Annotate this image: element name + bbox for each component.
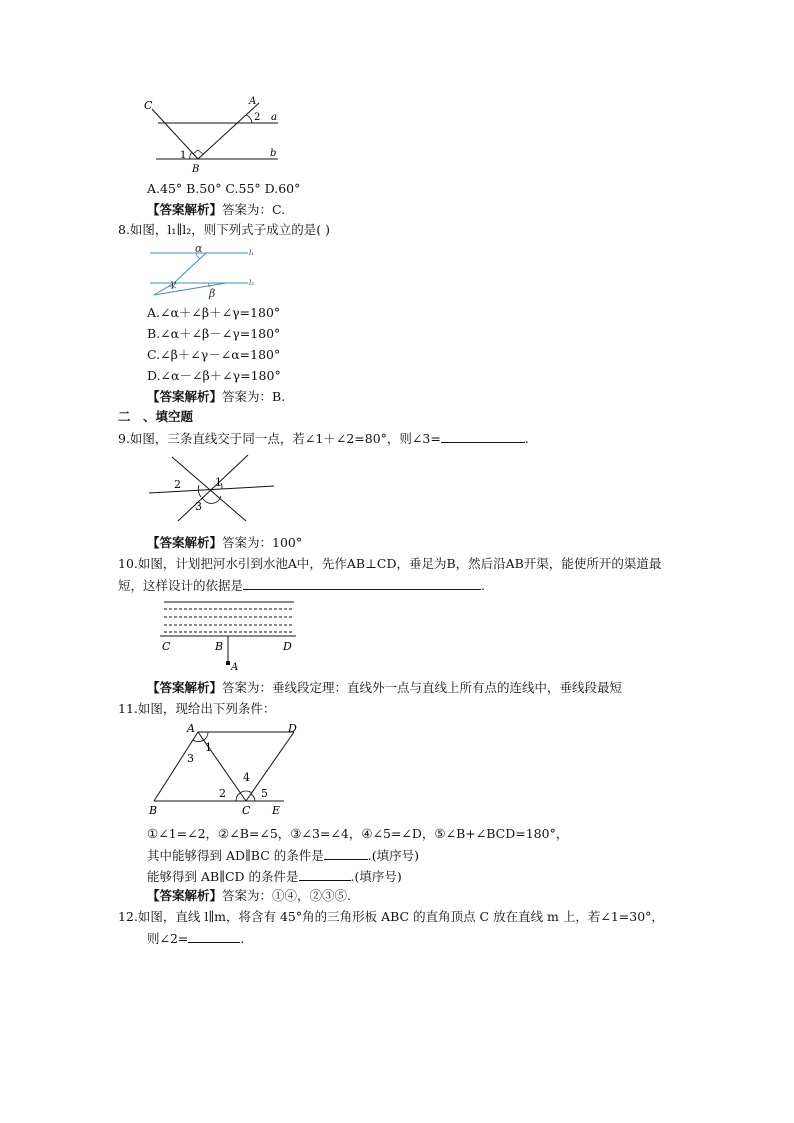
q12-stem-end: . [240,931,245,946]
q11-label-B: B [149,804,158,817]
q8-label-l2: l₂ [249,279,255,287]
q10-blank[interactable] [243,577,481,590]
q11-side-dc [246,732,294,801]
q11-sub2-text: 能够得到 AB∥CD 的条件是 [147,869,299,884]
q9-label-1: 1 [215,476,222,489]
q11-label-2: 2 [219,787,226,800]
q10-stem-end: . [481,578,485,593]
q10-label-B: B [215,640,224,653]
q11-angle5-arc [251,794,255,801]
q10-answer [147,680,622,696]
section-title: 二 、填空题 [118,409,194,424]
q7-answer-tag: 【答案解析】 [147,202,223,217]
q8-option-b: B.∠α＋∠β－∠γ=180° [147,326,281,341]
q11-label-E: E [272,804,281,817]
q11-side-ab [154,732,198,801]
q12-blank[interactable] [188,930,240,943]
q11-label-1: 1 [205,741,212,754]
q12-stem-line1: 12.如图，直线 l∥m，将含有 45°角的三角形板 ABC 的直角顶点 C 放在直线 m 上，若∠1=30°， [118,909,664,924]
q7-angle2-arc [246,115,252,123]
q11-answer-text: 答案为：①④，②③⑤. [222,888,351,903]
q7-options: A.45° B.50° C.55° D.60° [147,181,301,196]
q8-figure [146,242,260,300]
q9-blank[interactable] [441,430,525,443]
q9-answer-text: 答案为：100° [222,535,303,550]
q7-label-a: a [271,112,277,123]
q7-label-B: B [192,164,200,175]
q9-line-diag1 [172,457,246,521]
q7-right-angle-mark [193,150,203,154]
q11-angle3-arc [193,740,204,742]
q10-stem-line2 [118,577,485,594]
q8-answer [147,389,285,405]
q7-angle1-arc [190,152,192,159]
q9-stem-text: 9.如图，三条直线交于同一点，若∠1＋∠2=80°，则∠3= [118,431,441,446]
q10-label-D: D [283,640,292,653]
q11-label-D: D [288,722,297,735]
q7-label-1: 1 [180,150,187,161]
q8-label-l1: l₁ [249,249,255,257]
q11-angle1-arc [204,732,208,740]
q9-stem [118,430,529,447]
q8-label-beta: β [209,287,216,300]
q7-figure [140,95,290,177]
q9-answer [147,535,302,551]
q10-answer-tag: 【答案解析】 [147,680,223,695]
q11-sub1-end: .(填序号) [367,848,419,863]
q7-label-2: 2 [254,112,261,123]
q9-figure [146,451,278,523]
q11-conditions: ①∠1=∠2，②∠B=∠5，③∠3=∠4，④∠5=∠D，⑤∠B+∠BCD=180°， [147,826,569,841]
q7-answer-text: 答案为：C. [222,202,286,217]
q10-label-C: C [162,640,171,653]
q9-label-3: 3 [195,500,202,513]
q11-stem: 11.如图，现给出下列条件： [118,701,276,716]
q10-stem-text: 短，这样设计的依据是 [118,578,244,593]
q9-angle-arc-left [198,485,201,497]
q8-option-c: C.∠β＋∠γ－∠α=180° [147,347,281,362]
q11-label-C: C [242,804,251,817]
q7-label-b: b [270,148,277,159]
q8-option-a: A.∠α＋∠β＋∠γ=180° [147,305,281,320]
q7-line-cb [152,109,198,159]
q9-answer-tag: 【答案解析】 [147,535,223,550]
q8-answer-tag: 【答案解析】 [147,389,223,404]
q11-answer [147,888,351,904]
q12-stem-text: 则∠2= [147,931,189,946]
q7-label-A: A [249,96,257,107]
q11-blank-1[interactable] [324,847,368,860]
q8-answer-text: 答案为：B. [222,389,286,404]
q11-sub2 [147,868,402,885]
q7-answer [147,202,285,218]
q11-label-A: A [187,722,195,735]
q11-label-3: 3 [187,752,194,765]
q11-sub1-text: 其中能够得到 AD∥BC 的条件是 [147,848,324,863]
q12-stem-line2 [147,930,244,947]
q11-angle2-arc [236,793,240,801]
q11-blank-2[interactable] [299,868,351,881]
q11-label-4: 4 [243,771,250,784]
q7-line-ba [198,103,259,159]
q8-stem: 8.如图，l₁∥l₂，则下列式子成立的是( ) [118,222,330,237]
q8-option-d: D.∠α－∠β＋∠γ=180° [147,368,281,383]
q10-answer-text: 答案为：垂线段定理：直线外一点与直线上所有点的连线中，垂线段最短 [222,680,623,695]
q10-figure [150,598,310,672]
q11-answer-tag: 【答案解析】 [147,888,223,903]
q11-sub1 [147,847,419,864]
q11-label-5: 5 [261,787,268,800]
q11-sub2-end: .(填序号) [350,869,402,884]
q9-stem-end: . [524,431,529,446]
q8-label-gamma: γ [170,279,176,290]
q8-label-alpha: α [195,242,203,255]
q10-label-A: A [231,662,239,672]
q11-figure [146,721,306,817]
q10-point-a [226,661,230,665]
q9-label-2: 2 [174,478,181,491]
q7-label-C: C [144,99,153,112]
q11-angle4-arc [240,791,252,793]
q10-stem-line1: 10.如图，计划把河水引到水池A中，先作AB⊥CD，垂足为B，然后沿AB开渠，能使所开的渠道最 [118,556,662,571]
